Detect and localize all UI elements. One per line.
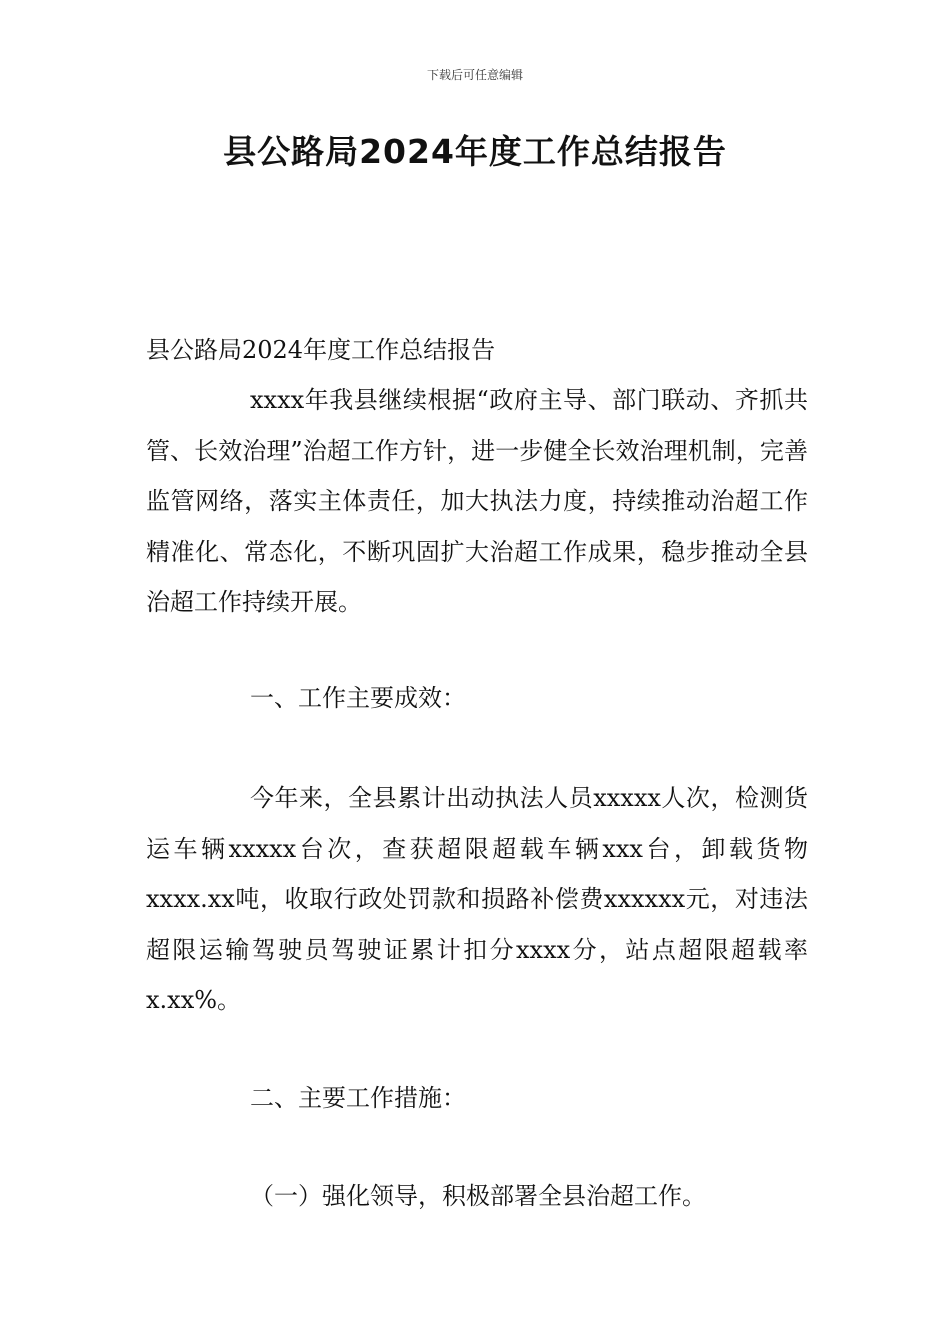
section-heading-2: 二、主要工作措施： [250, 1084, 466, 1112]
subsection-heading-2-1: （一）强化领导，积极部署全县治超工作。 [250, 1182, 706, 1210]
intro-paragraph: xxxx年我县继续根据“政府主导、部门联动、齐抓共管、长效治理”治超工作方针，进一步健全长效治理机制，完善监管网络，落实主体责任，加大执法力度，持续推动治超工作精准化、常态化，不断巩固扩大治超工作成果，稳步推动全县治超工作持续开展。 [146, 386, 808, 616]
document-title: 县公路局2024年度工作总结报告 [223, 132, 727, 171]
subtitle-paragraph: 县公路局2024年度工作总结报告 [146, 336, 496, 364]
page-header-note: 下载后可任意编辑 [426, 68, 523, 82]
results-paragraph: 今年来，全县累计出动执法人员xxxxx人次，检测货运车辆xxxxx台次，查获超限超载车辆xxx台，卸载货物xxxx.xx吨，收取行政处罚款和损路补偿费xxxxxx元，对违法超限运输驾驶员驾驶证累计扣分xxxx分，站点超限超载率x.xx%。 [146, 784, 808, 1014]
section-heading-1: 一、工作主要成效： [250, 684, 466, 712]
